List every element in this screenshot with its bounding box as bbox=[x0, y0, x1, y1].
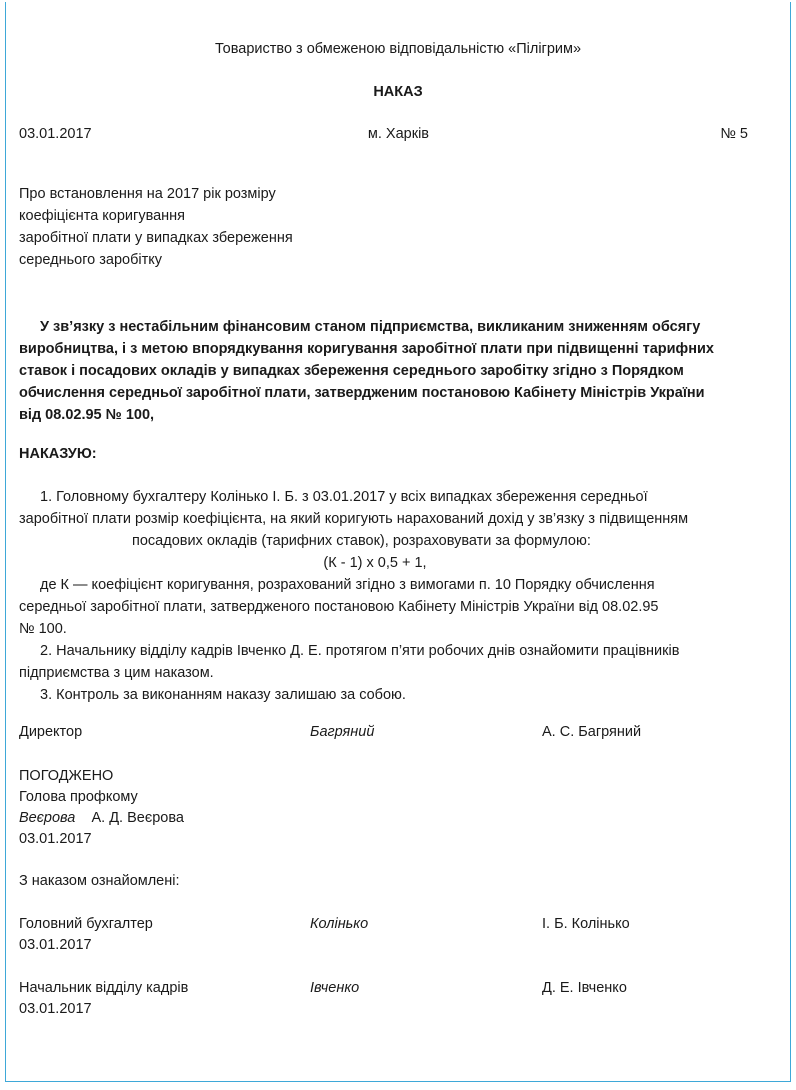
where-line: середньої заробітної плати, затвердженого постановою Кабінету Міністрів України від 08.02.95 bbox=[19, 599, 659, 615]
preamble-line: виробництва, і з метою впорядкування коригування заробітної плати при підвищенні тарифних bbox=[19, 341, 714, 357]
item1-line: 1. Головному бухгалтеру Колінько І. Б. з 03.01.2017 у всіх випадках збереження середньої bbox=[40, 489, 648, 505]
acq-signature: Івченко bbox=[310, 980, 360, 996]
director-signature: Багряний bbox=[310, 724, 375, 740]
formula: (К - 1) х 0,5 + 1, bbox=[323, 555, 427, 571]
preamble-line: У зв’язку з нестабільним фінансовим станом підприємства, викликаним зниженням обсягу bbox=[40, 319, 701, 335]
approval-label: ПОГОДЖЕНО bbox=[19, 768, 114, 784]
where-line: де К — коефіцієнт коригування, розрахований згідно з вимогами п. 10 Порядку обчислення bbox=[40, 577, 655, 593]
document-page bbox=[5, 2, 791, 1082]
approval-signature: Веєрова bbox=[19, 810, 76, 826]
acq-position: Головний бухгалтер bbox=[19, 916, 153, 932]
order-subject bbox=[19, 183, 293, 271]
acq-name: І. Б. Колінько bbox=[542, 916, 630, 932]
item3-line: 3. Контроль за виконанням наказу залишаю за собою. bbox=[40, 687, 406, 703]
acq-name: Д. Е. Івченко bbox=[542, 980, 627, 996]
preamble-line: від 08.02.95 № 100, bbox=[19, 407, 155, 423]
approval-name: А. Д. Веєрова bbox=[91, 810, 184, 826]
subject-line: середнього заробітку bbox=[19, 252, 163, 268]
acq-date: 03.01.2017 bbox=[19, 1001, 92, 1017]
order-city: м. Харків bbox=[367, 126, 430, 142]
order-number: № 5 bbox=[720, 126, 748, 142]
acq-date: 03.01.2017 bbox=[19, 937, 92, 953]
preamble bbox=[19, 316, 754, 426]
order-date: 03.01.2017 bbox=[19, 126, 92, 142]
approval-position: Голова профкому bbox=[19, 789, 138, 805]
order-body bbox=[19, 486, 771, 706]
approval-date: 03.01.2017 bbox=[19, 831, 92, 847]
subject-line: заробітної плати у випадках збереження bbox=[19, 230, 293, 246]
item1-line: посадових окладів (тарифних ставок), розраховувати за формулою: bbox=[132, 533, 591, 549]
item2-line: 2. Начальнику відділу кадрів Івченко Д. Е. протягом п’яти робочих днів ознайомити працівників bbox=[40, 643, 680, 659]
where-line: № 100. bbox=[19, 621, 67, 637]
director-name: А. С. Багряний bbox=[542, 724, 642, 740]
acquainted-label: З наказом ознайомлені: bbox=[19, 873, 180, 889]
company-name: Товариство з обмеженою відповідальністю «Пілігрим» bbox=[214, 41, 582, 57]
preamble-line: ставок і посадових окладів у випадках збереження середнього заробітку згідно з Порядком bbox=[19, 363, 684, 379]
preamble-line: обчислення середньої заробітної плати, затвердженим постановою Кабінету Міністрів України bbox=[19, 385, 705, 401]
subject-line: коефіцієнта коригування bbox=[19, 208, 186, 224]
subject-line: Про встановлення на 2017 рік розміру bbox=[19, 186, 276, 202]
item1-line: заробітної плати розмір коефіцієнта, на який коригують нарахований дохід у зв’язку з підвищенням bbox=[19, 511, 689, 527]
director-position: Директор bbox=[19, 724, 83, 740]
acq-position: Начальник відділу кадрів bbox=[19, 980, 189, 996]
approval-signature-line bbox=[19, 807, 184, 829]
order-word: НАКАЗУЮ: bbox=[19, 446, 97, 462]
acq-signature: Колінько bbox=[310, 916, 369, 932]
order-meta-row bbox=[19, 123, 748, 145]
document-title: НАКАЗ bbox=[373, 84, 423, 100]
item2-line: підприємства з цим наказом. bbox=[19, 665, 214, 681]
